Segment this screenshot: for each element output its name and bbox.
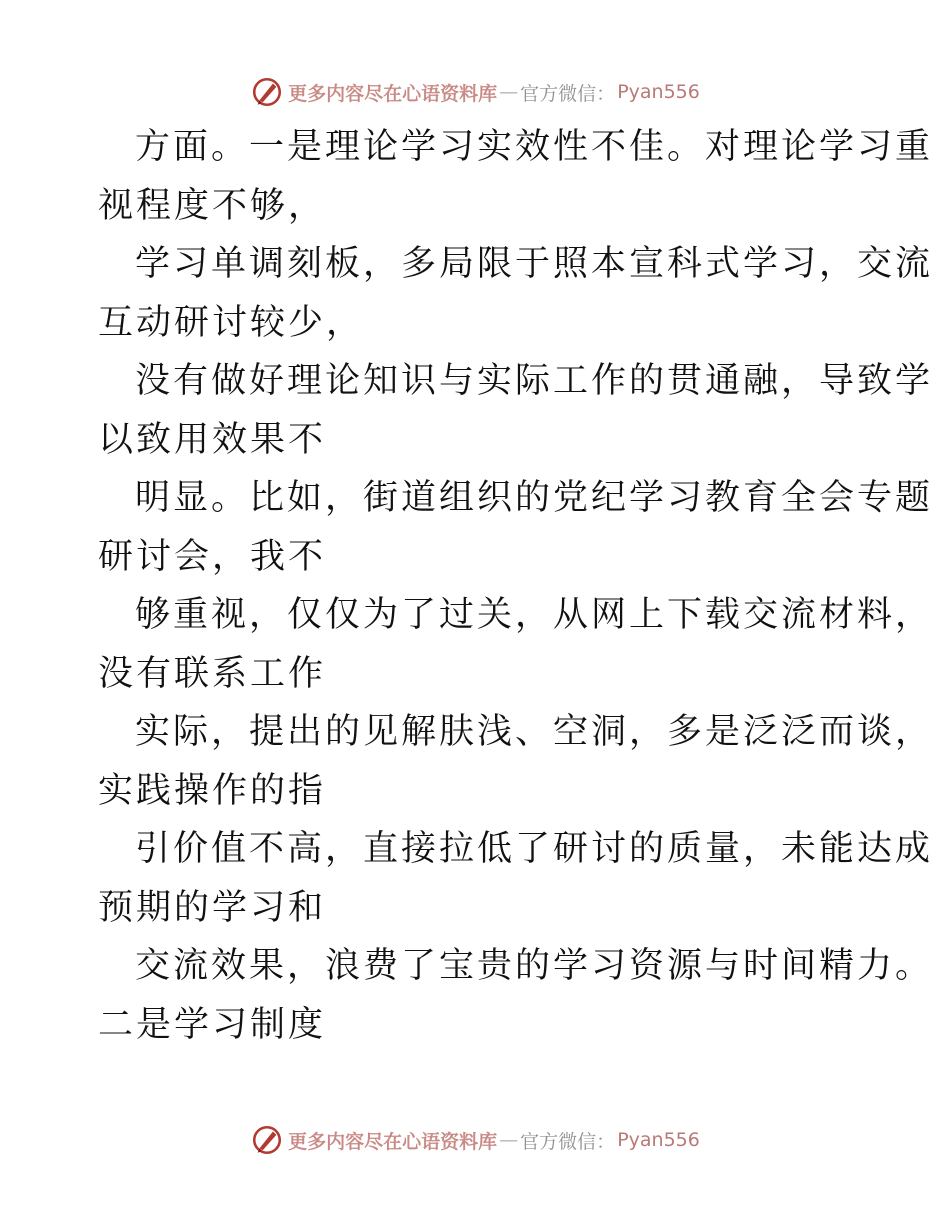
paragraph xyxy=(98,352,934,469)
paragraph-line: 方面。一是理论学习实效性不佳。对理论学习重 xyxy=(135,127,934,167)
paragraph-line: 互动研讨较少， xyxy=(98,302,365,343)
watermark-promo: 更多内容尽在心语资料库 xyxy=(288,82,498,105)
paragraph xyxy=(98,469,934,586)
document-body xyxy=(98,118,934,1054)
paragraph-line: 二是学习制度 xyxy=(98,1004,327,1045)
paragraph-line: 视程度不够， xyxy=(98,185,327,226)
watermark-account: Pyan556 xyxy=(617,81,700,103)
paragraph xyxy=(98,235,934,352)
paragraph-line: 实践操作的指 xyxy=(98,770,327,811)
pen-nib-logo-icon xyxy=(250,1123,284,1157)
paragraph xyxy=(98,703,934,820)
paragraph-line: 明显。比如，街道组织的党纪学习教育全会专题 xyxy=(135,478,934,518)
pen-nib-logo-icon xyxy=(250,75,284,109)
header-watermark xyxy=(0,72,950,112)
paragraph-line: 引价值不高，直接拉低了研讨的质量，未能达成 xyxy=(135,829,934,869)
watermark-account: Pyan556 xyxy=(617,1129,700,1151)
paragraph-line: 没有联系工作 xyxy=(98,653,327,694)
paragraph-line: 预期的学习和 xyxy=(98,887,327,928)
footer-watermark xyxy=(0,1120,950,1160)
paragraph xyxy=(98,118,934,235)
watermark-separator: — xyxy=(499,1129,519,1151)
paragraph xyxy=(98,820,934,937)
paragraph-line: 学习单调刻板，多局限于照本宣科式学习，交流 xyxy=(135,244,934,284)
paragraph-line: 够重视，仅仅为了过关，从网上下载交流材料， xyxy=(135,595,934,635)
paragraph-line: 研讨会，我不 xyxy=(98,536,327,577)
paragraph xyxy=(98,586,934,703)
paragraph-line: 没有做好理论知识与实际工作的贯通融，导致学 xyxy=(135,361,934,401)
paragraph-line: 交流效果，浪费了宝贵的学习资源与时间精力。 xyxy=(135,946,934,986)
paragraph xyxy=(98,937,934,1054)
paragraph-line: 实际，提出的见解肤浅、空洞，多是泛泛而谈， xyxy=(135,712,934,752)
watermark-official-label: 官方微信： xyxy=(520,1130,616,1153)
paragraph-line: 以致用效果不 xyxy=(98,419,327,460)
watermark-separator: — xyxy=(499,81,519,103)
watermark-official-label: 官方微信： xyxy=(520,82,616,105)
watermark-promo: 更多内容尽在心语资料库 xyxy=(288,1130,498,1153)
